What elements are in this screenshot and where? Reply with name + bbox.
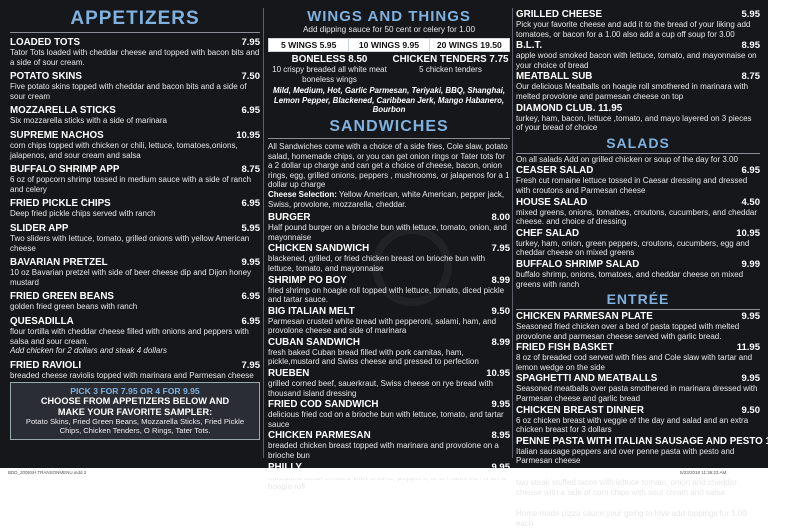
item-description: Parmesan crusted white bread with pepperoni, salami, ham, and provolone cheese and side of marinara xyxy=(268,316,497,336)
item-price: 11.95 xyxy=(736,342,760,354)
item-name: MEATBALL SUB xyxy=(516,71,593,83)
item-name: CHEF SALAD xyxy=(516,227,580,239)
item-name: DIAMOND CLUB. 11.95 xyxy=(516,102,623,114)
item-description: delicious fried cod on a brioche bun with lettuce, tomato, and tartar sauce xyxy=(268,410,504,429)
salad-list xyxy=(516,165,760,289)
column-divider xyxy=(263,8,264,458)
item-price: 6.95 xyxy=(241,315,260,327)
menu-item xyxy=(10,257,260,287)
item-name: SLIDER APP xyxy=(10,222,69,234)
item-name: RUEBEN xyxy=(268,368,310,380)
item-price: 9.50 xyxy=(741,404,760,416)
item-price: 8.00 xyxy=(491,212,510,224)
salads-heading: SALADS xyxy=(516,135,760,154)
item-description: Tator Tots loaded with cheddar cheese and topped with bacon bits and a side of sour cream. xyxy=(10,48,260,67)
menu-item xyxy=(268,430,510,460)
item-description: 10 oz Bavarian pretzel with side of beer cheese dip and Dijon honey mustard xyxy=(10,268,252,287)
item-description: blackened, grilled, or fried chicken breast on brioche bun with lettuce, tomato, and mayonnaise xyxy=(268,254,486,273)
menu-item xyxy=(268,399,510,429)
menu-item xyxy=(516,259,760,289)
item-description: Deep fried pickle chips served with ranch xyxy=(10,209,156,219)
item-price: 9.99 xyxy=(741,258,760,270)
item-price: 9.95 xyxy=(741,373,760,385)
sampler-line-2: MAKE YOUR FAVORITE SAMPLER: xyxy=(57,406,213,417)
item-description: corn chips topped with chicken or chili, lettuce, tomatoes,onions, jalapenos, and sour cream and salsa xyxy=(10,140,238,160)
menu-item xyxy=(10,105,260,126)
item-price: 10.95 xyxy=(486,368,510,380)
item-name: SPAGHETTI AND MEATBALLS xyxy=(516,373,658,385)
print-footer xyxy=(0,468,768,478)
item-name: LOADED TOTS xyxy=(10,37,81,48)
sandwiches-heading: SANDWICHES xyxy=(268,118,510,139)
item-description: grilled corned beef, sauerkraut, Swiss cheese on rye bread with thousand island dressing xyxy=(268,379,494,398)
item-description: 6 oz chicken breast with veggie of the day and salad and an extra chicken breast for 3 dollars xyxy=(516,415,749,435)
item-name: SUPREME NACHOS xyxy=(10,129,104,141)
sampler-list: Potato Skins, Fried Green Beans, Mozzarella Sticks, Fried Pickle Chips, Chicken Tenders, O Rings, Tater Tots. xyxy=(25,417,245,435)
menu-item xyxy=(516,498,760,528)
menu-item xyxy=(516,40,760,70)
item-price: 7.95 xyxy=(491,243,510,255)
footer-file: BDD_2005SH TRANSONMENU.indd 2 xyxy=(8,470,87,475)
menu-item xyxy=(516,71,760,101)
menu-item xyxy=(10,71,260,101)
item-description: golden fried green beans with ranch xyxy=(10,302,138,312)
item-description: Half pound burger on a brioche bun with lettuce, tomato, onion, and mayonnaise xyxy=(268,223,507,242)
item-description: Pick your favorite cheese and add it to the bread of your liking add tomatoes, or bacon for a 1.00 also add a cup off soup for 3.00 xyxy=(516,20,751,39)
menu-item xyxy=(516,165,760,195)
item-description: Two sliders with lettuce, tomato, grilled onions with yellow American cheese xyxy=(10,233,250,253)
item-name: PENNE PASTA WITH ITALIAN SAUSAGE AND PESTO 11.95 xyxy=(516,435,789,447)
salad-note: On all salads Add on grilled chicken or soup of the day for 3.00 xyxy=(516,154,738,164)
appetizers-column xyxy=(10,8,260,462)
item-name: FRIED GREEN BEANS xyxy=(10,291,114,303)
item-name: HOUSE SALAD xyxy=(516,196,588,208)
appetizers-heading: APPETIZERS xyxy=(10,8,260,33)
item-price: 9.95 xyxy=(491,399,510,411)
wing-option: 10 WINGS 9.95 xyxy=(349,39,429,51)
menu-item xyxy=(516,103,760,133)
item-description: hoagie roll xyxy=(268,482,305,492)
item-description: fresh baked Cuban bread filled with pork carnitas, ham, pickle,mustard and Swiss cheese and pressed to perfection xyxy=(268,347,479,367)
column-divider xyxy=(512,8,513,458)
item-description: Fresh cut romaine lettuce tossed in Caesar dressing and dressed with croutons and Parmesan cheese xyxy=(516,176,748,195)
item-name: FRIED RAVIOLI xyxy=(10,359,82,371)
boneless-item: BONELESS 8.50 10 crispy breaded all white meat boneless wings xyxy=(272,54,387,84)
item-description: Our delicious Meatballs on hoagie roll smothered in marinara with melted provolone and parmesan cheese on top xyxy=(516,82,749,101)
item-description: 8 oz of breaded cod served with fries and Cole slaw with tartar and lemon wedge on the side xyxy=(516,353,753,372)
entree-list xyxy=(516,311,789,528)
footer-date: 5/23/2018 11:36:23 AM xyxy=(680,470,727,475)
item-name: FRIED PICKLE CHIPS xyxy=(10,198,111,210)
item-price: 6.95 xyxy=(241,105,260,117)
menu-item xyxy=(268,306,510,336)
item-name: CHICKEN PARMESAN xyxy=(268,430,371,442)
item-name: CHICKEN PARMESAN PLATE xyxy=(516,311,653,323)
menu-item xyxy=(10,223,260,253)
item-name: GRILLED CHEESE xyxy=(516,9,603,20)
item-name: B.L.T. xyxy=(516,40,543,52)
sampler-title: PICK 3 FOR 7.95 OR 4 FOR 9.95 xyxy=(70,386,200,396)
item-price: 5.95 xyxy=(741,9,760,20)
item-name: BUFFALO SHRIMP APP xyxy=(10,164,120,176)
item-price: 10.95 xyxy=(236,129,260,141)
item-price: 8.75 xyxy=(741,71,760,83)
item-description: flour tortilla with cheddar cheese filled with onions and peppers with salsa and sour cream. xyxy=(10,326,249,346)
item-name: FRIED FISH BASKET xyxy=(516,342,614,354)
item-price: 8.75 xyxy=(241,164,260,176)
item-price: 8.95 xyxy=(491,430,510,442)
item-description: breaded chicken breast topped with marinara and provolone on a brioche bun xyxy=(268,441,499,461)
menu-item xyxy=(516,405,760,435)
sampler-box xyxy=(10,382,260,440)
item-price: 9.50 xyxy=(491,305,510,317)
item-name: SHRIMP PO BOY xyxy=(268,274,347,286)
item-price: 8.99 xyxy=(491,336,510,348)
item-description: Five potato skins topped with cheddar and bacon bits and a side of sour cream xyxy=(10,82,247,101)
cheese-selection: Cheese Selection: Yellow American, white American, pepper jack, Swiss, provolone, mozzarella, cheddar. xyxy=(268,189,505,209)
tenders-item: CHICKEN TENDERS 7.75 5 chicken tenders xyxy=(392,54,509,74)
item-price: 6.95 xyxy=(741,165,760,177)
item-price: 5.95 xyxy=(241,222,260,234)
menu-item xyxy=(10,291,260,312)
sandwich-list-continued xyxy=(516,9,760,133)
item-name: CHICKEN BREAST DINNER xyxy=(516,404,644,416)
menu-item xyxy=(516,435,789,466)
item-description: Seasoned meatballs over pasta smothered in marinara dressed with Parmesan cheese and garlic bread xyxy=(516,384,758,404)
wings-heading: WINGS AND THINGS xyxy=(307,8,471,25)
item-description: buffalo shrimp, onions, tomatoes, and cheddar cheese on mixed greens with ranch xyxy=(516,269,744,289)
item-description: breaded cheese raviolis topped with marinara and Parmesan cheese xyxy=(10,370,254,380)
wing-option: 20 WINGS 19.50 xyxy=(430,39,509,51)
menu-item xyxy=(268,337,510,367)
item-price: 10.95 xyxy=(736,227,760,239)
menu-item xyxy=(268,368,510,398)
item-name: FRIED COD SANDWICH xyxy=(268,399,379,411)
wing-option: 5 WINGS 5.95 xyxy=(269,39,349,51)
entree-heading: ENTRÉE xyxy=(516,291,760,310)
item-price: 9.95 xyxy=(741,311,760,323)
menu-item xyxy=(10,198,260,219)
item-price: 6.95 xyxy=(241,198,260,210)
item-name: POTATO SKINS xyxy=(10,71,82,83)
item-description: mixed greens, onions, tomatoes, croutons, cucumbers, and cheddar cheese. and choice of dressing xyxy=(516,207,758,227)
item-price: 8.99 xyxy=(491,274,510,286)
item-name: BUFFALO SHRIMP SALAD xyxy=(516,258,640,270)
appetizer-list xyxy=(10,37,260,380)
menu-item xyxy=(516,373,760,403)
item-description: Six mozzarella sticks with a side of marinara xyxy=(10,116,167,126)
sampler-line-1: CHOOSE FROM APPETIZERS BELOW AND xyxy=(40,396,230,406)
item-note: Add chicken for 2 dollars and steak 4 dollars xyxy=(10,346,167,356)
item-description: 6 oz of popcorn shrimp tossed in medium sauce with a side of ranch and celery xyxy=(10,175,252,194)
item-name: BIG ITALIAN MELT xyxy=(268,305,355,317)
item-name: QUESADILLA xyxy=(10,315,74,327)
item-name: 10 IN CHEESE PIZZA. 6.95 xyxy=(516,498,638,510)
menu-item xyxy=(10,360,260,381)
item-name: CHICKEN SANDWICH xyxy=(268,243,370,255)
item-description: apple wood smoked bacon with lettuce, tomato, and mayonnaise on your choice of bread xyxy=(516,51,757,70)
menu-item xyxy=(516,311,760,341)
item-price: 6.95 xyxy=(241,291,260,303)
item-name: BAVARIAN PRETZEL xyxy=(10,257,108,269)
item-name: BURGER xyxy=(268,212,311,224)
item-description: Seasoned fried chicken over a bed of pasta topped with melted provolone and parmesan cheese served with garlic bread. xyxy=(516,322,740,341)
wings-note: Add dipping sauce for 50 cent or celery for 1.00 xyxy=(302,25,476,34)
item-description: Home made pizza sauce your going to love add toppings for 1.00 each xyxy=(516,509,747,528)
item-price: 4.50 xyxy=(741,196,760,208)
menu-item xyxy=(516,228,760,258)
item-description: two steak stuffed tacos with lettuce tomato, onion and cheddar cheese with a side of corn chips with sour cream and salsa xyxy=(516,478,737,497)
menu-item xyxy=(10,130,260,160)
item-description: turkey, ham, bacon, lettuce ,tomato, and mayo layered on 3 pieces of your bread of choice xyxy=(516,113,752,133)
item-price: 7.95 xyxy=(241,359,260,371)
menu-item xyxy=(10,316,260,356)
sandwich-intro: All Sandwiches come with a choice of a side fries, Cole slaw, potato salad, homemade chips, or you can get onion rings or Tater tots for a 2 dollar up charge and can get a choice of cheese, bacon, onion rings, egg, grilled onions, peppers , mushrooms, or jalapenos for a 1 dollar up charge xyxy=(268,141,510,190)
menu-item xyxy=(10,37,260,67)
item-price: 8.95 xyxy=(741,40,760,52)
item-name: CUBAN SANDWICH xyxy=(268,336,360,348)
item-price: 9.95 xyxy=(241,257,260,269)
wing-options xyxy=(268,38,510,52)
item-price: 7.95 xyxy=(241,37,260,48)
item-name: MOZZARELLA STICKS xyxy=(10,105,116,117)
menu-item xyxy=(516,197,760,227)
wing-extras xyxy=(268,54,510,84)
item-price: 7.50 xyxy=(241,71,260,83)
item-description: fried shrimp on hoagie roll topped with lettuce, tomato, diced pickle and tartar sauce. xyxy=(268,285,505,305)
item-name: CEASER SALAD xyxy=(516,165,594,177)
sauce-list: Mild, Medium, Hot, Garlic Parmesan, Teriyaki, BBQ, Shanghai, Lemon Pepper, Blackened, Caribbean Jerk, Mango Habanero, Bourbon xyxy=(272,86,506,115)
item-description: Italian sausage peppers and over penne pasta with pesto and Parmesan cheese xyxy=(516,446,735,466)
menu-item xyxy=(10,164,260,194)
item-description: turkey, ham, onion, green peppers, croutons, cucumbers, egg and cheddar cheese on mixed greens xyxy=(516,238,750,258)
menu-item xyxy=(516,342,760,372)
menu-item xyxy=(516,9,760,39)
